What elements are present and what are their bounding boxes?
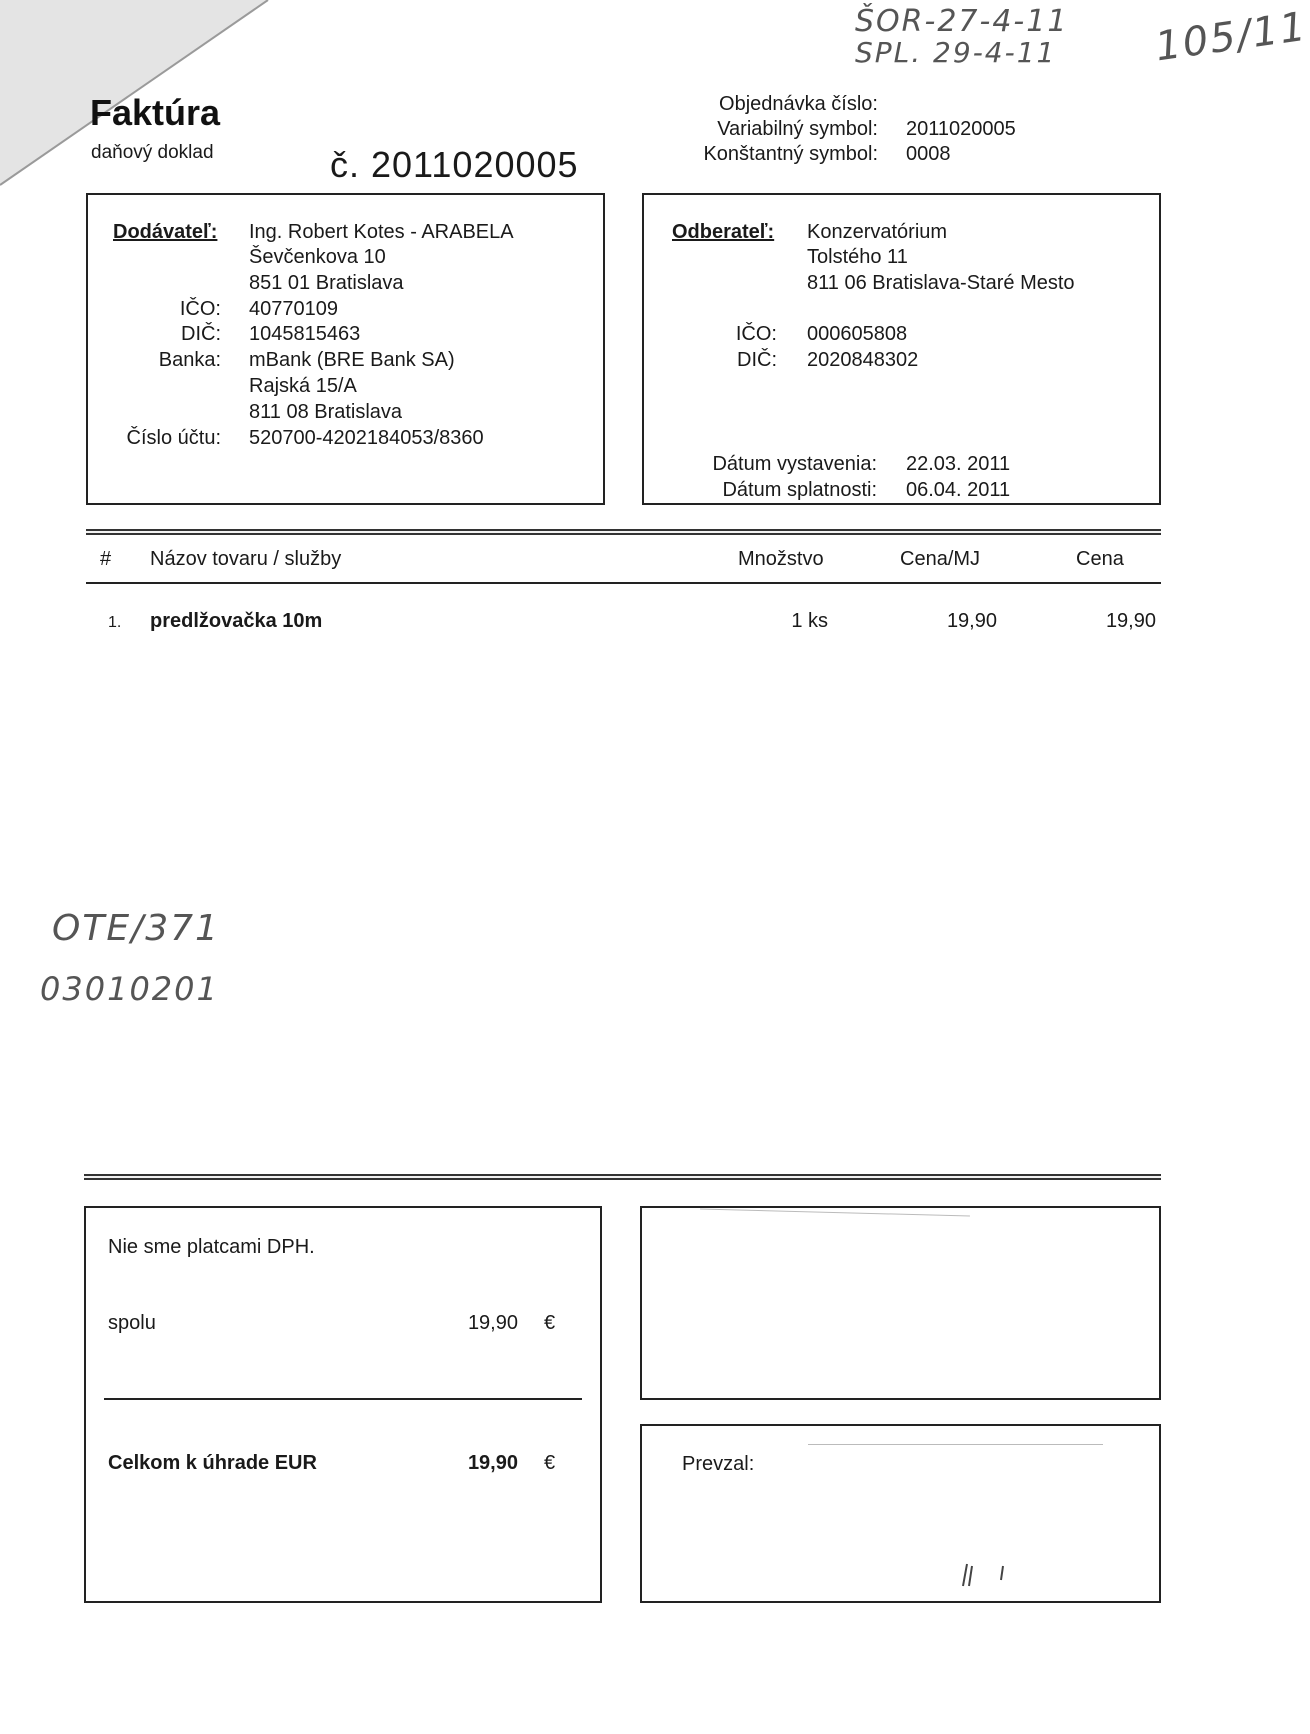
customer-name: Konzervatórium — [807, 221, 948, 243]
column-header-name: Názov tovaru / služby — [150, 548, 342, 570]
handwritten-code-first: OTE/371 — [52, 908, 220, 949]
due-date: 06.04. 2011 — [906, 479, 1011, 501]
stamp-box — [640, 1206, 1161, 1400]
supplier-bank-street: Rajská 15/A — [249, 375, 357, 397]
row-unit-price: 19,90 — [946, 610, 997, 632]
handwritten-code-second: 03010201 — [40, 970, 219, 1008]
subtotal-label: spolu — [108, 1312, 156, 1334]
supplier-account-label: Číslo účtu: — [126, 427, 221, 449]
subtotal-currency: € — [544, 1312, 556, 1334]
total-label: Celkom k úhrade EUR — [108, 1452, 317, 1474]
supplier-street: Ševčenkova 10 — [249, 246, 386, 268]
column-header-number: # — [100, 548, 112, 570]
row-price: 19,90 — [1105, 610, 1156, 632]
customer-city: 811 06 Bratislava-Staré Mesto — [807, 272, 1075, 294]
table-top-rule — [86, 529, 1161, 535]
variable-symbol-label: Variabilný symbol: — [717, 118, 878, 140]
handwritten-note-top: ŠOR-27-4-11 — [855, 4, 1069, 39]
supplier-heading: Dodávateľ: — [113, 221, 218, 243]
received-label: Prevzal: — [682, 1453, 755, 1475]
column-header-unit-price: Cena/MJ — [900, 548, 981, 570]
constant-symbol-value: 0008 — [906, 143, 951, 165]
constant-symbol-label: Konštantný symbol: — [703, 143, 878, 165]
supplier-account: 520700-4202184053/8360 — [249, 427, 484, 449]
customer-dic-label: DIČ: — [737, 349, 777, 371]
customer-dic: 2020848302 — [807, 349, 919, 371]
customer-heading: Odberateľ: — [672, 221, 775, 243]
vat-note: Nie sme platcami DPH. — [108, 1236, 315, 1258]
supplier-bank: mBank (BRE Bank SA) — [249, 349, 455, 371]
supplier-ico: 40770109 — [249, 298, 338, 320]
invoice-subtitle: daňový doklad — [91, 142, 214, 163]
signature-mark — [955, 1560, 1015, 1590]
supplier-name: Ing. Robert Kotes - ARABELA — [249, 221, 514, 243]
supplier-dic: 1045815463 — [249, 323, 361, 345]
signature-line — [808, 1444, 1103, 1445]
due-date-label: Dátum splatnosti: — [722, 479, 877, 501]
issue-date: 22.03. 2011 — [906, 453, 1011, 475]
total-currency: € — [544, 1452, 556, 1474]
row-number: 1. — [108, 614, 122, 631]
row-item-name: predlžovačka 10m — [150, 610, 323, 632]
customer-ico: 000605808 — [807, 323, 908, 345]
summary-divider — [104, 1398, 582, 1400]
supplier-bank-city: 811 08 Bratislava — [249, 401, 403, 423]
received-box — [640, 1424, 1161, 1603]
invoice-number: č. 2011020005 — [330, 144, 579, 185]
column-header-quantity: Množstvo — [738, 548, 824, 570]
subtotal-value: 19,90 — [467, 1312, 518, 1334]
supplier-bank-label: Banka: — [158, 349, 221, 371]
supplier-city: 851 01 Bratislava — [249, 272, 404, 294]
total-value: 19,90 — [467, 1452, 518, 1474]
invoice-title: Faktúra — [90, 92, 221, 133]
customer-ico-label: IČO: — [735, 323, 777, 345]
column-header-price: Cena — [1076, 548, 1124, 570]
row-quantity: 1 ks — [791, 610, 828, 632]
handwritten-note-top-second: SPL. 29-4-11 — [855, 36, 1057, 69]
table-bottom-rule — [84, 1174, 1161, 1180]
summary-box — [84, 1206, 602, 1603]
issue-date-label: Dátum vystavenia: — [712, 453, 877, 475]
table-header-rule — [86, 582, 1161, 584]
supplier-ico-label: IČO: — [179, 298, 221, 320]
order-number-label: Objednávka číslo: — [719, 93, 878, 115]
variable-symbol-value: 2011020005 — [906, 118, 1016, 140]
customer-street: Tolstého 11 — [807, 246, 908, 268]
handwritten-corner-number: 105/11 — [1152, 3, 1310, 71]
supplier-dic-label: DIČ: — [181, 323, 221, 345]
